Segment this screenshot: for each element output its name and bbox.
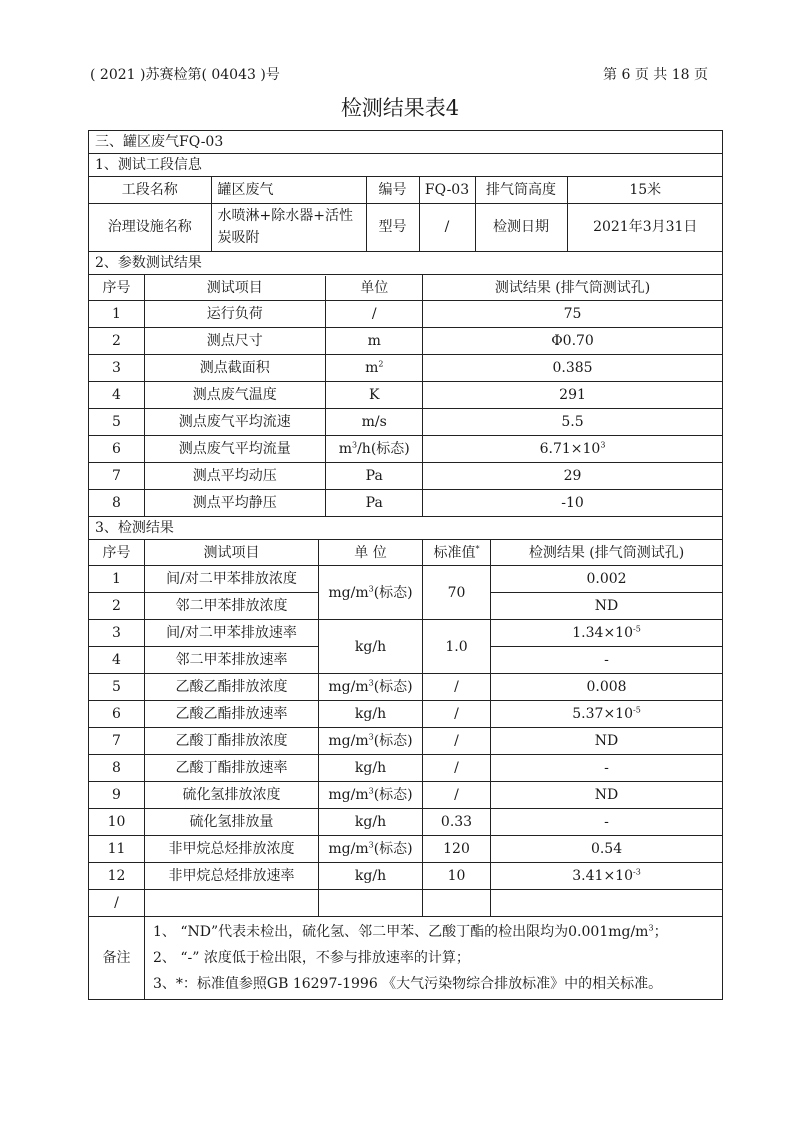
params-row-unit: K [369, 387, 380, 403]
params-row [89, 409, 723, 436]
params-heading: 2、参数测试结果 [89, 252, 723, 275]
results-row-no: 4 [89, 647, 145, 674]
results-row-no: 3 [89, 620, 145, 647]
results-col-std: 标准值* [423, 540, 491, 566]
page-indicator: 第 6 页 共 18 页 [603, 67, 708, 83]
stack-height-label: 排气筒高度 [475, 177, 567, 203]
facility-value: 水喷淋+除水器+活性炭吸附 [211, 203, 366, 251]
params-row-unit: m [367, 333, 381, 349]
facility-label: 治理设施名称 [89, 203, 211, 251]
params-row-result: 29 [423, 463, 723, 490]
results-row-result: - [491, 809, 723, 836]
results-row-result: - [491, 647, 723, 674]
document-title: 检测结果表4 [340, 96, 460, 120]
results-row [89, 674, 723, 701]
params-row [89, 436, 723, 463]
stage-name-label: 工段名称 [89, 177, 211, 203]
params-heading-row [89, 252, 723, 275]
results-body [89, 566, 723, 890]
results-col-unit: 单 位 [319, 540, 423, 566]
results-row-item: 间/对二甲苯排放速率 [145, 620, 319, 647]
results-col-no: 序号 [89, 540, 145, 566]
results-row-unit: kg/h [319, 755, 423, 782]
params-col-unit: 单位 [360, 279, 389, 296]
params-row-no: 6 [89, 436, 145, 463]
blank-row [89, 890, 723, 917]
results-row-unit: $mg/m^3$(标态) [319, 674, 423, 701]
results-col-item: 测试项目 [145, 540, 319, 566]
results-row-no: 12 [89, 863, 145, 890]
params-row-result: 291 [423, 382, 723, 409]
results-row-unit: $mg/m^3$(标态) [319, 782, 423, 809]
stack-height-value: 15米 [629, 181, 662, 198]
params-row-item: 测点平均静压 [145, 490, 325, 516]
params-row-result: $6.71\times 10^3$ [423, 436, 723, 463]
params-row-no: 5 [89, 409, 145, 436]
results-row-item: 非甲烷总烃排放浓度 [145, 836, 319, 863]
params-row-item: 测点废气平均流量 [145, 436, 325, 462]
params-row-item: 测点平均动压 [145, 463, 325, 489]
results-row-unit: kg/h [319, 620, 423, 674]
report-number: ( 2021 )苏赛检第( 04043 )号 [90, 67, 280, 83]
params-row [89, 463, 723, 490]
results-row-std: 0.33 [423, 809, 491, 836]
params-col-item: 测试项目 [145, 276, 325, 300]
results-row-std: 120 [423, 836, 491, 863]
results-row-no: 8 [89, 755, 145, 782]
results-row [89, 836, 723, 863]
results-row-item: 非甲烷总烃排放速率 [145, 863, 319, 890]
params-row-unit: Pa [365, 495, 383, 511]
params-row-no: 4 [89, 382, 145, 409]
results-row-result: $5.37\times 10^{-5}$ [491, 701, 723, 728]
params-row [89, 301, 723, 328]
stage-name-value: 罐区废气 [211, 177, 366, 203]
results-row-result: - [491, 755, 723, 782]
results-row-result: ND [491, 728, 723, 755]
remark-1: 1、 “ND”代表未检出，硫化氢、邻二甲苯、乙酸丁酯的检出限均为$0.001mg/m^3$； [153, 923, 668, 940]
params-row-result: -10 [423, 490, 723, 517]
results-row-item: 间/对二甲苯排放浓度 [145, 566, 319, 593]
section-row [89, 131, 723, 154]
results-row-no: 9 [89, 782, 145, 809]
info-row-1 [89, 177, 723, 252]
model-value: / [419, 203, 475, 251]
params-row-unit: m/s [361, 414, 387, 430]
results-row-no: 2 [89, 593, 145, 620]
results-row-result: ND [491, 782, 723, 809]
info-heading-row [89, 154, 723, 177]
params-row [89, 328, 723, 355]
params-row-no: 1 [89, 301, 145, 328]
test-date-value: 2021年3月31日 [567, 203, 723, 251]
params-row-no: 8 [89, 490, 145, 517]
remark-2: 2、 “-” 浓度低于检出限，不参与排放速率的计算； [153, 950, 470, 966]
results-row-result: $3.41\times 10^{-3}$ [491, 863, 723, 890]
results-col-result: 检测结果 (排气筒测试孔) [491, 540, 723, 566]
params-row-item: 测点尺寸 [145, 328, 325, 354]
params-row-no: 3 [89, 355, 145, 382]
remark-3: 3、*：标准值参照GB 16297-1996 《大气污染物综合排放标准》中的相关标准。 [153, 976, 663, 992]
results-header-row [89, 540, 723, 566]
info-subtable [89, 177, 723, 251]
results-row-std: / [423, 674, 491, 701]
params-row-unit: $m^3/h$(标态) [338, 440, 410, 457]
results-row [89, 566, 723, 593]
params-row-unit: / [371, 306, 377, 322]
results-row-item: 邻二甲苯排放浓度 [145, 593, 319, 620]
results-row-no: 11 [89, 836, 145, 863]
results-row [89, 782, 723, 809]
params-row-item: 测点废气温度 [145, 382, 325, 408]
results-heading-row [89, 517, 723, 540]
results-row-result: 0.008 [491, 674, 723, 701]
results-row-std: / [423, 782, 491, 809]
params-col-no: 序号 [89, 275, 145, 301]
test-date-label: 检测日期 [475, 203, 567, 251]
results-row-std: / [423, 755, 491, 782]
results-row-item: 硫化氢排放浓度 [145, 782, 319, 809]
params-row-result: Φ0.70 [423, 328, 723, 355]
results-table [88, 130, 723, 1000]
results-row [89, 755, 723, 782]
results-row-item: 硫化氢排放量 [145, 809, 319, 836]
results-row-no: 5 [89, 674, 145, 701]
params-row [89, 490, 723, 517]
params-row-unit: Pa [365, 468, 383, 484]
results-row-item: 邻二甲苯排放速率 [145, 647, 319, 674]
params-row-result: 5.5 [423, 409, 723, 436]
remarks-row [89, 917, 723, 1000]
params-row-item: 测点截面积 [145, 355, 325, 381]
results-row-no: 6 [89, 701, 145, 728]
params-body [89, 301, 723, 517]
results-row-result: ND [491, 593, 723, 620]
results-row [89, 728, 723, 755]
results-row-item: 乙酸乙酯排放浓度 [145, 674, 319, 701]
remarks-label: 备注 [89, 917, 145, 1000]
code-value: FQ-03 [419, 177, 475, 203]
results-row-no: 10 [89, 809, 145, 836]
results-row [89, 863, 723, 890]
results-heading: 3、检测结果 [89, 517, 723, 540]
results-row-item: 乙酸丁酯排放速率 [145, 755, 319, 782]
results-row-no: 7 [89, 728, 145, 755]
blank-row-marker: / [89, 890, 145, 917]
results-row-result: 0.54 [491, 836, 723, 863]
results-row-item: 乙酸丁酯排放浓度 [145, 728, 319, 755]
section-title: 三、罐区废气FQ-03 [89, 131, 723, 154]
results-row-std: 1.0 [423, 620, 491, 674]
params-row [89, 382, 723, 409]
results-row [89, 620, 723, 647]
results-row [89, 809, 723, 836]
code-label: 编号 [366, 177, 419, 203]
results-row-unit: kg/h [319, 863, 423, 890]
results-row-unit: $mg/m^3$(标态) [319, 728, 423, 755]
results-row-item: 乙酸乙酯排放速率 [145, 701, 319, 728]
model-label: 型号 [366, 203, 419, 251]
results-row-std: 10 [423, 863, 491, 890]
results-row-no: 1 [89, 566, 145, 593]
params-header-row [89, 275, 723, 301]
params-row-result: 75 [423, 301, 723, 328]
results-row-result: $1.34\times 10^{-5}$ [491, 620, 723, 647]
results-row-std: / [423, 728, 491, 755]
results-row-std: / [423, 701, 491, 728]
results-row-result: 0.002 [491, 566, 723, 593]
params-col-result: 测试结果 (排气筒测试孔) [423, 275, 723, 301]
results-row [89, 701, 723, 728]
params-row-no: 2 [89, 328, 145, 355]
info-heading: 1、测试工段信息 [89, 154, 723, 177]
results-row-unit: $mg/m^3$(标态) [319, 836, 423, 863]
params-row-item: 运行负荷 [145, 301, 325, 327]
params-row-unit: $m^2$ [365, 359, 384, 376]
results-row-unit: kg/h [319, 809, 423, 836]
results-row-unit: kg/h [319, 701, 423, 728]
params-row-no: 7 [89, 463, 145, 490]
params-row-result: 0.385 [423, 355, 723, 382]
params-row [89, 355, 723, 382]
results-row-std: 70 [423, 566, 491, 620]
results-row-unit: $mg/m^3$(标态) [319, 566, 423, 620]
params-row-item: 测点废气平均流速 [145, 409, 325, 435]
